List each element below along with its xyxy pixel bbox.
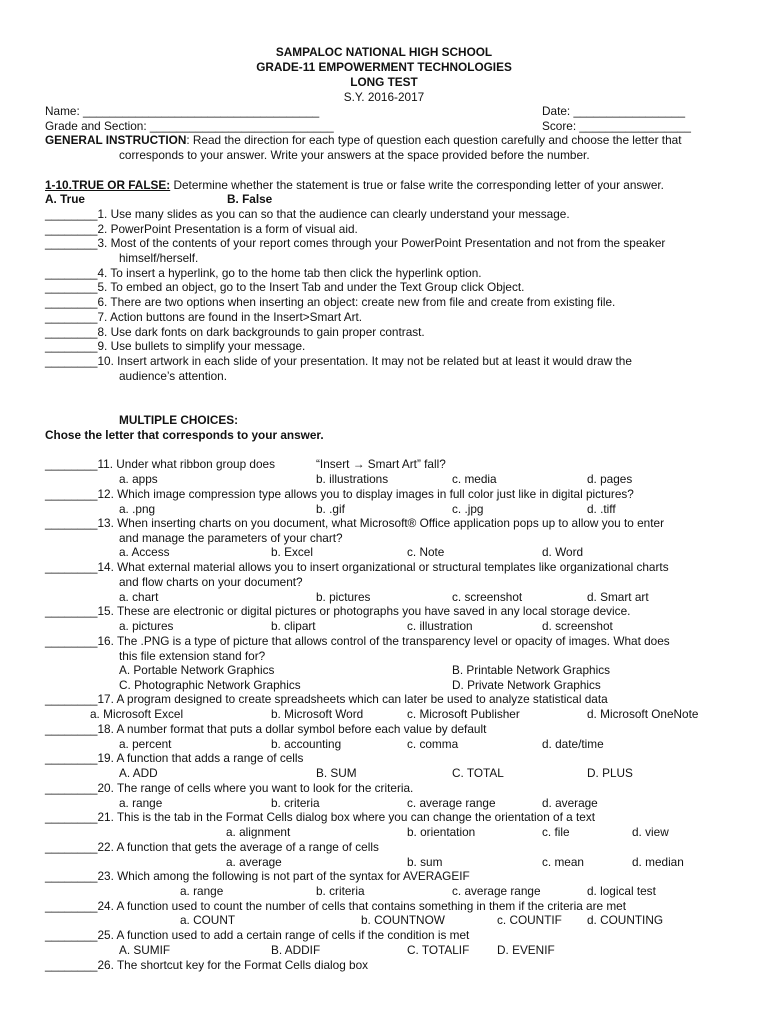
question-21: ________21. This is the tab in the Format Cells dialog box where you can change the orientation of a text (45, 810, 595, 824)
question-12: ________12. Which image compression type allows you to display images in full color just like in digital pictures? (45, 487, 634, 501)
instruction-label: GENERAL INSTRUCTION (45, 133, 187, 147)
question-11-cont: “Insert → Smart Art” fall? (316, 457, 446, 471)
q24-option-b: b. COUNTNOW (361, 913, 445, 927)
q12-option-a: a. .png (119, 502, 156, 516)
mc-direction: Chose the letter that corresponds to your answer. (45, 428, 324, 442)
q19-option-d: D. PLUS (587, 766, 633, 780)
question-23: ________23. Which among the following is not part of the syntax for AVERAGEIF (45, 869, 470, 883)
q22-option-c: c. mean (542, 855, 584, 869)
q13-option-b: b. Excel (271, 545, 313, 559)
question-15: ________15. These are electronic or digital pictures or photographs you have saved in any local storage device. (45, 604, 631, 618)
tf-item-10-cont: audience’s attention. (119, 369, 228, 383)
q12-option-d: d. .tiff (587, 502, 616, 516)
date-field: Date: _________________ (542, 104, 686, 118)
tf-item-3: ________3. Most of the contents of your report comes through your PowerPoint Presentation and not from the speaker (45, 236, 666, 250)
q15-option-c: c. illustration (407, 619, 473, 633)
q25-option-d: D. EVENIF (497, 943, 555, 957)
q19-option-c: C. TOTAL (452, 766, 504, 780)
q24-option-c: c. COUNTIF (497, 913, 562, 927)
q16-option-b: B. Printable Network Graphics (452, 663, 611, 677)
q24-option-a: a. COUNT (180, 913, 236, 927)
tf-item-9: ________9. Use bullets to simplify your message. (45, 339, 306, 353)
q12-option-b: b. .gif (316, 502, 345, 516)
q25-option-b: B. ADDIF (271, 943, 321, 957)
tf-heading: 1-10.TRUE OR FALSE: (45, 178, 171, 192)
question-25: ________25. A function used to add a certain range of cells if the condition is met (45, 928, 470, 942)
instruction-text: : Read the direction for each type of question each question carefully and choose the letter that (186, 133, 682, 147)
school-year: S.Y. 2016-2017 (343, 90, 425, 104)
q13-option-c: c. Note (407, 545, 445, 559)
instruction-text-cont: corresponds to your answer. Write your answers at the space provided before the number. (119, 148, 590, 162)
q14-option-d: d. Smart art (587, 590, 649, 604)
q15-option-d: d. screenshot (542, 619, 613, 633)
q21-option-d: d. view (632, 825, 669, 839)
q20-option-c: c. average range (407, 796, 496, 810)
q23-option-c: c. average range (452, 884, 541, 898)
question-14-cont: and flow charts on your document? (119, 575, 303, 589)
tf-option-false: B. False (227, 192, 273, 206)
q22-option-b: b. sum (407, 855, 443, 869)
q14-option-a: a. chart (119, 590, 159, 604)
question-24: ________24. A function used to count the number of cells that contains something in them if the criteria are met (45, 899, 627, 913)
q25-option-c: C. TOTALIF (407, 943, 470, 957)
tf-item-10: ________10. Insert artwork in each slide of your presentation. It may not be related but at least it would draw the (45, 354, 632, 368)
tf-item-5: ________5. To embed an object, go to the Insert Tab and under the Text Group click Object. (45, 280, 525, 294)
tf-item-3-cont: himself/herself. (119, 251, 199, 265)
q17-option-c: c. Microsoft Publisher (407, 707, 520, 721)
q25-option-a: A. SUMIF (119, 943, 171, 957)
q22-option-a: a. average (226, 855, 282, 869)
tf-item-1: ________1. Use many slides as you can so that the audience can clearly understand your message. (45, 207, 570, 221)
score-field: Score: _________________ (542, 119, 691, 133)
q22-option-d: d. median (632, 855, 684, 869)
question-18: ________18. A number format that puts a dollar symbol before each value by default (45, 722, 487, 736)
q21-option-a: a. alignment (226, 825, 291, 839)
q11-option-b: b. illustrations (316, 472, 389, 486)
school-name: SAMPALOC NATIONAL HIGH SCHOOL (275, 45, 493, 59)
q11-option-a: a. apps (119, 472, 158, 486)
q18-option-a: a. percent (119, 737, 172, 751)
question-13: ________13. When inserting charts on you document, what Microsoft® Office application pops up to allow you to enter (45, 516, 664, 530)
q21-option-c: c. file (542, 825, 570, 839)
q20-option-d: d. average (542, 796, 598, 810)
question-11: ________11. Under what ribbon group does (45, 457, 275, 471)
tf-direction (45, 178, 664, 193)
q16-option-d: D. Private Network Graphics (452, 678, 601, 692)
q11-option-d: d. pages (587, 472, 633, 486)
question-26: ________26. The shortcut key for the Format Cells dialog box (45, 958, 369, 972)
q17-option-a: a. Microsoft Excel (90, 707, 184, 721)
q14-option-c: c. screenshot (452, 590, 523, 604)
question-13-cont: and manage the parameters of your chart? (119, 531, 343, 545)
tf-item-2: ________2. PowerPoint Presentation is a form of visual aid. (45, 222, 358, 236)
tf-item-7: ________7. Action buttons are found in the Insert>Smart Art. (45, 310, 363, 324)
mc-heading: MULTIPLE CHOICES: (119, 413, 239, 427)
q16-option-a: A. Portable Network Graphics (119, 663, 275, 677)
q17-option-d: d. Microsoft OneNote (587, 707, 699, 721)
q18-option-b: b. accounting (271, 737, 342, 751)
tf-direction-text: Determine whether the statement is true or false write the corresponding letter of your answer. (170, 178, 664, 192)
q19-option-a: A. ADD (119, 766, 158, 780)
q24-option-d: d. COUNTING (587, 913, 664, 927)
q23-option-b: b. criteria (316, 884, 365, 898)
q23-option-a: a. range (180, 884, 224, 898)
subject-title: GRADE-11 EMPOWERMENT TECHNOLOGIES (256, 60, 512, 74)
test-title: LONG TEST (350, 75, 418, 89)
q16-option-c: C. Photographic Network Graphics (119, 678, 301, 692)
q13-option-a: a. Access (119, 545, 170, 559)
question-22: ________22. A function that gets the average of a range of cells (45, 840, 379, 854)
question-14: ________14. What external material allows you to insert organizational or structural templates like organizational charts (45, 560, 669, 574)
q23-option-d: d. logical test (587, 884, 656, 898)
q15-option-b: b. clipart (271, 619, 316, 633)
q14-option-b: b. pictures (316, 590, 371, 604)
q13-option-d: d. Word (542, 545, 584, 559)
tf-item-8: ________8. Use dark fonts on dark backgrounds to gain proper contrast. (45, 325, 425, 339)
q11-option-c: c. media (452, 472, 497, 486)
tf-item-4: ________4. To insert a hyperlink, go to the home tab then click the hyperlink option. (45, 266, 482, 280)
q20-option-a: a. range (119, 796, 163, 810)
q12-option-c: c. .jpg (452, 502, 484, 516)
tf-option-true: A. True (45, 192, 85, 206)
q18-option-d: d. date/time (542, 737, 604, 751)
general-instruction (45, 133, 682, 148)
question-16-cont: this file extension stand for? (119, 649, 266, 663)
tf-item-6: ________6. There are two options when inserting an object: create new from file and create from existing file. (45, 295, 616, 309)
q21-option-b: b. orientation (407, 825, 476, 839)
question-16: ________16. The .PNG is a type of picture that allows control of the transparency level or opacity of images. What does (45, 634, 670, 648)
name-field: Name: ____________________________________ (45, 104, 320, 118)
question-20: ________20. The range of cells where you want to look for the criteria. (45, 781, 414, 795)
q20-option-b: b. criteria (271, 796, 320, 810)
q19-option-b: B. SUM (316, 766, 357, 780)
q15-option-a: a. pictures (119, 619, 174, 633)
q18-option-c: c. comma (407, 737, 459, 751)
question-19: ________19. A function that adds a range of cells (45, 751, 304, 765)
question-17: ________17. A program designed to create spreadsheets which can later be used to analyze statistical data (45, 692, 608, 706)
q17-option-b: b. Microsoft Word (271, 707, 364, 721)
grade-section-field: Grade and Section: ____________________________ (45, 119, 334, 133)
